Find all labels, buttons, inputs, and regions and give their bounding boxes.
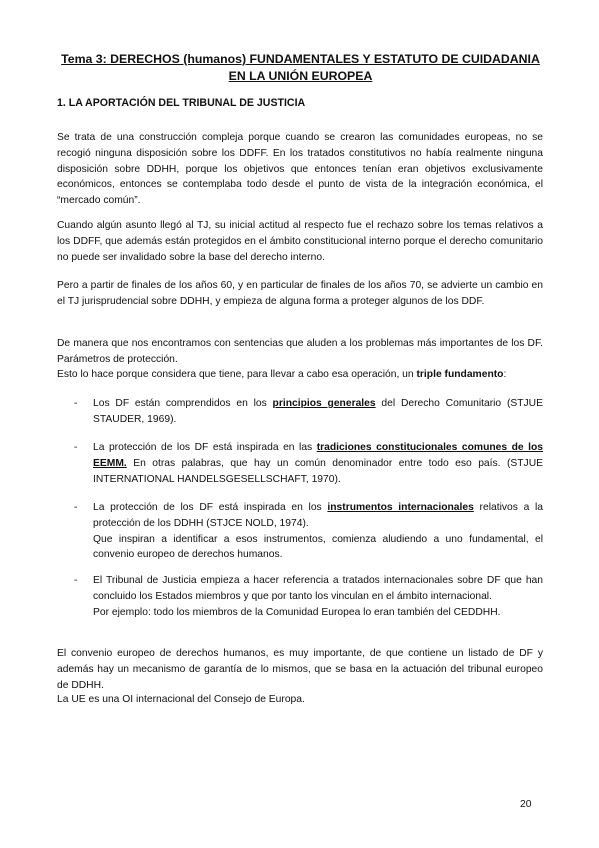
list-item-text xyxy=(93,396,543,428)
list-item-text xyxy=(93,500,543,563)
paragraph: El convenio europeo de derechos humanos, es muy importante, de que contiene un listado de DF y además hay un mecanismo de garantía de lo mismos, que se basa en la actuación del tribunal europeo de DDHH. xyxy=(57,648,543,691)
list-item-text xyxy=(93,440,543,487)
bullet-dash: - xyxy=(74,502,78,513)
text-run: del Derecho Comunitario (STJUE STAUDER, 1969). xyxy=(93,398,543,425)
list-item-text xyxy=(93,573,543,620)
text-run: La protección de los DF está inspirada en las xyxy=(93,442,317,453)
key-term: instrumentos internacionales xyxy=(327,502,474,513)
bullet-dash: - xyxy=(74,442,78,453)
paragraph: La UE es una OI internacional del Consejo de Europa. xyxy=(57,694,305,705)
key-term: tradiciones constitucionales comunes de los EEMM. xyxy=(93,442,543,469)
text-run: En otras palabras, que hay un común denominador entre todo eso país. (STJUE INTERNATIONAL HANDELSGESELLSCHAFT, 1970). xyxy=(93,457,543,485)
text-run: Los DF están comprendidos en los xyxy=(93,398,273,409)
text-run: : xyxy=(503,369,507,380)
text-run: Que inspiran a identificar a esos instrumentos, comienza aludiendo a uno fundamental, el convenio europeo de derechos humanos. xyxy=(93,533,543,561)
page-title: Tema 3: DERECHOS (humanos) FUNDAMENTALES Y ESTATUTO DE CUIDADANIA EN LA UNIÓN EUROPEA xyxy=(61,52,540,83)
paragraph: De manera que nos encontramos con sentencias que aluden a los problemas más importantes de los DF. Parámetros de protección. xyxy=(57,338,543,365)
bullet-dash: - xyxy=(74,398,78,409)
text-run: La protección de los DF está inspirada en los xyxy=(93,502,328,513)
bold-term: triple fundamento xyxy=(416,369,504,380)
section-heading: 1. LA APORTACIÓN DEL TRIBUNAL DE JUSTICIA xyxy=(57,97,306,109)
text-run: Esto lo hace porque considera que tiene, para llevar a cabo esa operación, un xyxy=(57,369,417,380)
key-term: principios generales xyxy=(272,398,376,409)
text-run: relativos a la protección de los DDHH (STJCE NOLD, 1974). xyxy=(93,502,543,529)
paragraph: Cuando algún asunto llegó al TJ, su inicial actitud al respecto fue el rechazo sobre los temas relativos a los DDFF, que además están protegidos en el ámbito constitucional interno porque el derecho comunitario no puede ser invalidado sobre la base del derecho interno. xyxy=(57,220,543,263)
paragraph xyxy=(57,367,543,383)
bullet-dash: - xyxy=(74,575,78,586)
text-run: Por ejemplo: todo los miembros de la Comunidad Europea lo eran también del CEDDHH. xyxy=(93,606,501,618)
text-run: El Tribunal de Justicia empieza a hacer referencia a tratados internacionales sobre DF que han concluido los Estados miembros y que por tanto los vinculan en el ámbito internacional. xyxy=(93,575,543,602)
paragraph: Se trata de una construcción compleja porque cuando se crearon las comunidades europeas, no se recogió ninguna disposición sobre los DDFF. En los tratados constitutivos no había realmente ninguna disposición sobre DDHH, porque los objetivos que entonces tenían eran objetivos exclusivamente económicos, entonces se contemplaba todo desde el punto de vista de la integración económica, el “mercado común”. xyxy=(57,132,543,207)
paragraph: Pero a partir de finales de los años 60, y en particular de finales de los años 70, se advierte un cambio en el TJ jurisprudencial sobre DDHH, y empieza de alguna forma a proteger algunos de los DDF. xyxy=(57,280,543,307)
page-number: 20 xyxy=(520,799,532,810)
